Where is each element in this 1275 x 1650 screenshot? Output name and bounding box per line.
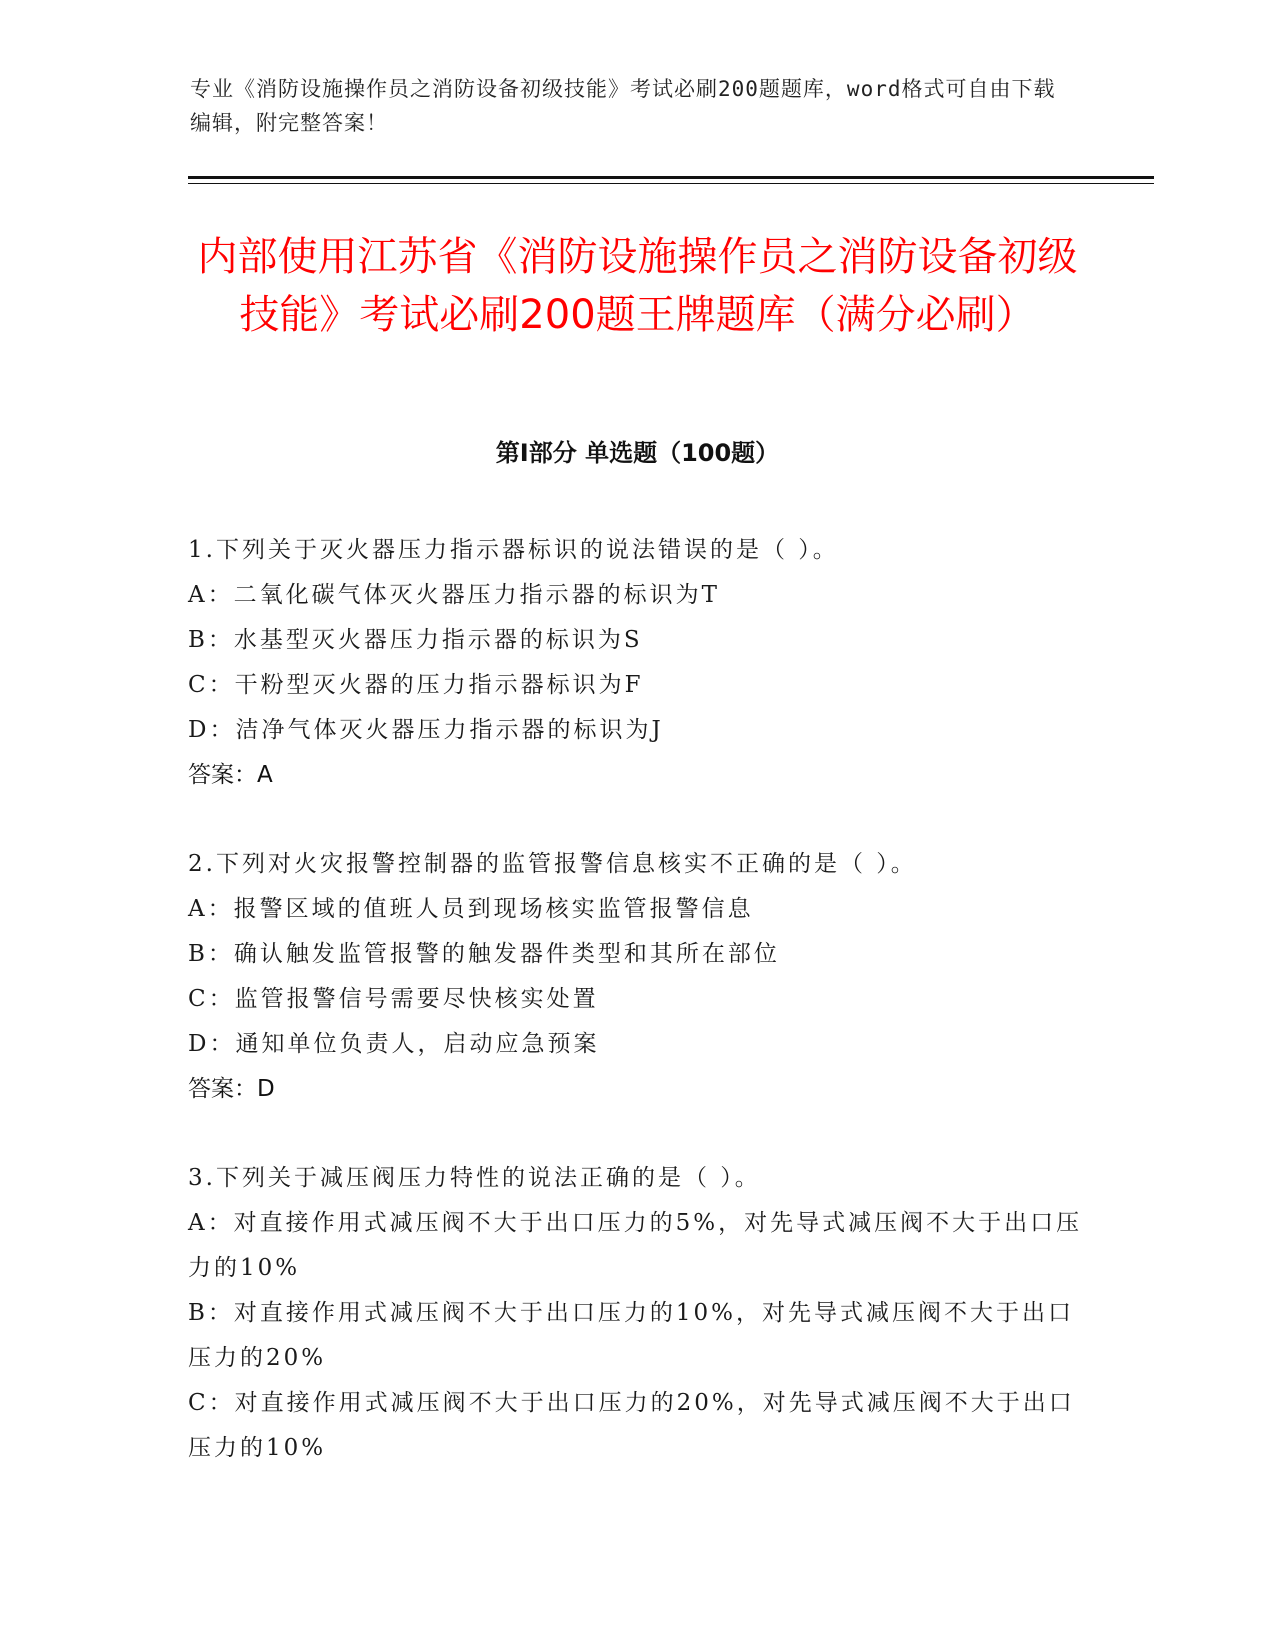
option-c: C：对直接作用式减压阀不大于出口压力的20%，对先导式减压阀不大于出口压力的10% <box>188 1390 1075 1461</box>
document-title: 内部使用江苏省《消防设施操作员之消防设备初级技能》考试必刷200题王牌题库（满分必刷） <box>197 234 1078 338</box>
option-d: D：通知单位负责人，启动应急预案 <box>188 1031 600 1057</box>
question-list <box>188 528 1088 1515</box>
option-d: D：洁净气体灭火器压力指示器的标识为J <box>188 717 664 743</box>
option-b: B：确认触发监管报警的触发器件类型和其所在部位 <box>188 941 780 967</box>
question-stem: 2.下列对火灾报警控制器的监管报警信息核实不正确的是（ ）。 <box>188 851 917 877</box>
question-stem: 3.下列关于减压阀压力特性的说法正确的是（ ）。 <box>188 1165 761 1191</box>
header-rule-thick <box>188 176 1154 179</box>
answer: 答案：A <box>188 762 273 788</box>
option-c: C：监管报警信号需要尽快核实处置 <box>188 986 599 1012</box>
question-3 <box>188 1156 1088 1471</box>
question-1 <box>188 528 1088 798</box>
header-rule-thin <box>188 183 1154 184</box>
option-b: B：对直接作用式减压阀不大于出口压力的10%，对先导式减压阀不大于出口压力的20% <box>188 1300 1075 1371</box>
question-stem: 1.下列关于灭火器压力指示器标识的说法错误的是（ ）。 <box>188 537 839 563</box>
header-note: 专业《消防设施操作员之消防设备初级技能》考试必刷200题题库，word格式可自由下载编辑，附完整答案！ <box>190 77 1056 135</box>
answer: 答案：D <box>188 1076 275 1102</box>
option-a: A：二氧化碳气体灭火器压力指示器的标识为T <box>188 582 720 608</box>
option-c: C：干粉型灭火器的压力指示器标识为F <box>188 672 644 698</box>
option-a: A：报警区域的值班人员到现场核实监管报警信息 <box>188 896 754 922</box>
question-2 <box>188 842 1088 1112</box>
option-b: B：水基型灭火器压力指示器的标识为S <box>188 627 643 653</box>
section-title: 第Ⅰ部分 单选题（100题） <box>495 439 780 467</box>
option-a: A：对直接作用式减压阀不大于出口压力的5%，对先导式减压阀不大于出口压力的10% <box>188 1210 1083 1281</box>
